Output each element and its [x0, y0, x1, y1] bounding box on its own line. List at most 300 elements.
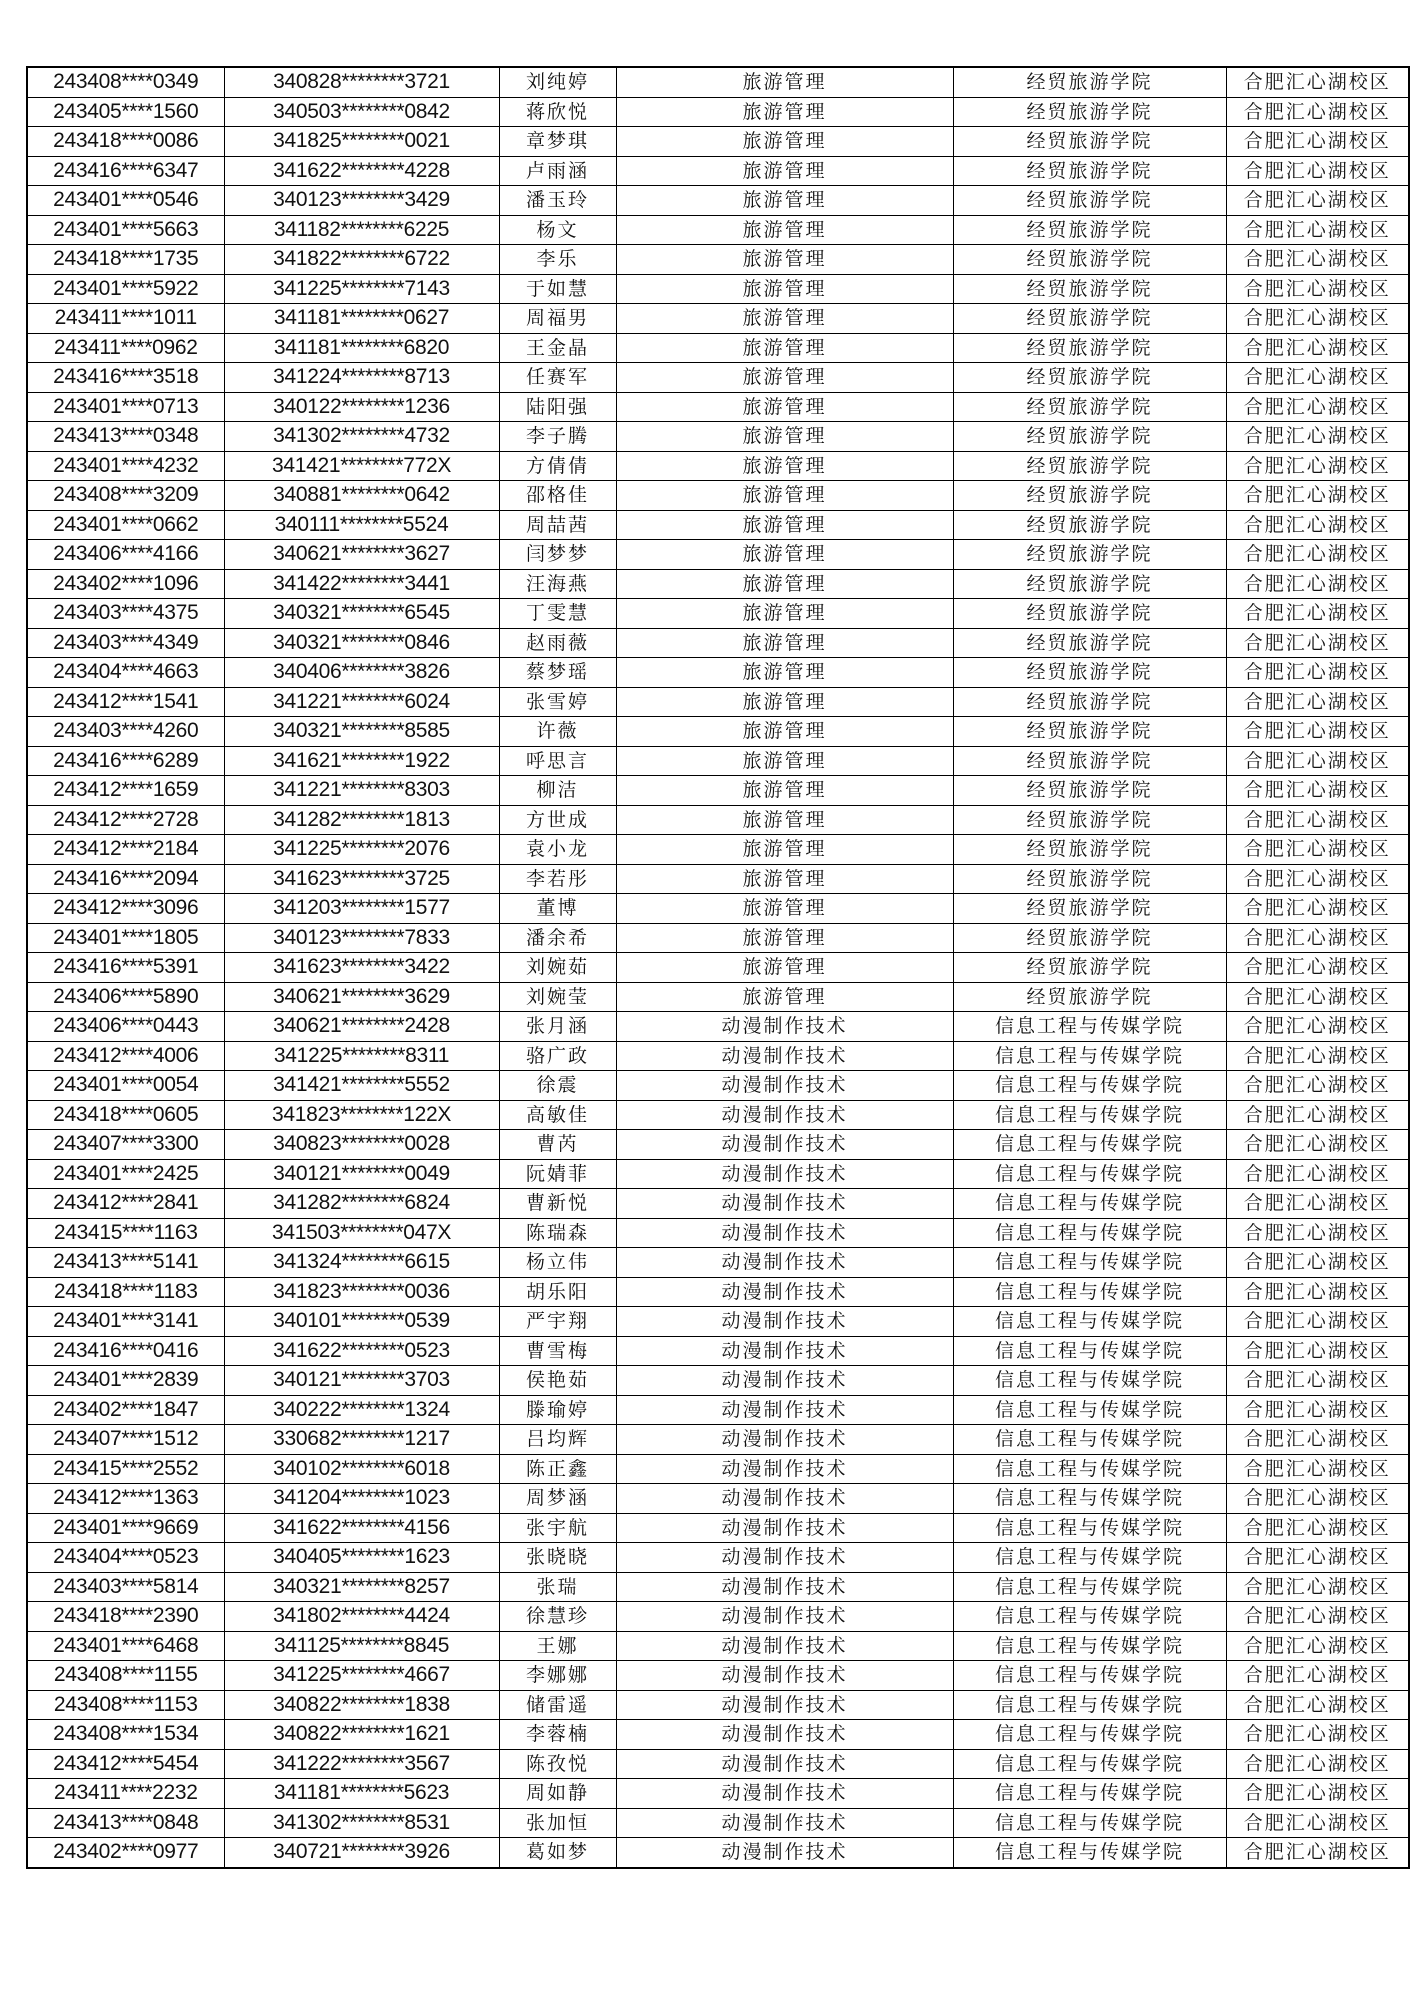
- table-row: [27, 156, 1409, 186]
- name-cell: 杨立伟: [499, 1248, 616, 1278]
- major-cell: 动漫制作技术: [616, 1189, 953, 1219]
- id-number-cell: 341182********6225: [224, 215, 499, 245]
- exam-number-cell: 243411****1011: [27, 304, 224, 334]
- exam-number-cell: 243418****1735: [27, 245, 224, 275]
- college-cell: 信息工程与传媒学院: [953, 1395, 1226, 1425]
- id-number-cell: 341622********4156: [224, 1513, 499, 1543]
- campus-cell: 合肥汇心湖校区: [1226, 1749, 1409, 1779]
- college-cell: 信息工程与传媒学院: [953, 1130, 1226, 1160]
- table-row: [27, 776, 1409, 806]
- college-cell: 信息工程与传媒学院: [953, 1572, 1226, 1602]
- exam-number-cell: 243416****0416: [27, 1336, 224, 1366]
- id-number-cell: 340621********2428: [224, 1012, 499, 1042]
- major-cell: 旅游管理: [616, 127, 953, 157]
- college-cell: 信息工程与传媒学院: [953, 1808, 1226, 1838]
- exam-number-cell: 243402****1096: [27, 569, 224, 599]
- id-number-cell: 341421********772X: [224, 451, 499, 481]
- campus-cell: 合肥汇心湖校区: [1226, 923, 1409, 953]
- exam-number-cell: 243406****0443: [27, 1012, 224, 1042]
- college-cell: 经贸旅游学院: [953, 746, 1226, 776]
- college-cell: 经贸旅游学院: [953, 717, 1226, 747]
- campus-cell: 合肥汇心湖校区: [1226, 304, 1409, 334]
- table-row: [27, 1749, 1409, 1779]
- table-row: [27, 1336, 1409, 1366]
- college-cell: 信息工程与传媒学院: [953, 1307, 1226, 1337]
- college-cell: 经贸旅游学院: [953, 363, 1226, 393]
- name-cell: 丁雯慧: [499, 599, 616, 629]
- table-row: [27, 1838, 1409, 1868]
- name-cell: 张加恒: [499, 1808, 616, 1838]
- campus-cell: 合肥汇心湖校区: [1226, 1690, 1409, 1720]
- exam-number-cell: 243411****0962: [27, 333, 224, 363]
- campus-cell: 合肥汇心湖校区: [1226, 717, 1409, 747]
- name-cell: 侯艳茹: [499, 1366, 616, 1396]
- major-cell: 动漫制作技术: [616, 1690, 953, 1720]
- id-number-cell: 340405********1623: [224, 1543, 499, 1573]
- exam-number-cell: 243412****2728: [27, 805, 224, 835]
- campus-cell: 合肥汇心湖校区: [1226, 127, 1409, 157]
- table-row: [27, 1277, 1409, 1307]
- id-number-cell: 340823********0028: [224, 1130, 499, 1160]
- table-row: [27, 805, 1409, 835]
- id-number-cell: 341623********3422: [224, 953, 499, 983]
- table-row: [27, 864, 1409, 894]
- table-row: [27, 1159, 1409, 1189]
- exam-number-cell: 243401****0054: [27, 1071, 224, 1101]
- campus-cell: 合肥汇心湖校区: [1226, 1808, 1409, 1838]
- major-cell: 旅游管理: [616, 363, 953, 393]
- table-row: [27, 1248, 1409, 1278]
- id-number-cell: 340881********0642: [224, 481, 499, 511]
- campus-cell: 合肥汇心湖校区: [1226, 1484, 1409, 1514]
- campus-cell: 合肥汇心湖校区: [1226, 1454, 1409, 1484]
- table-row: [27, 451, 1409, 481]
- exam-number-cell: 243418****1183: [27, 1277, 224, 1307]
- major-cell: 动漫制作技术: [616, 1277, 953, 1307]
- campus-cell: 合肥汇心湖校区: [1226, 392, 1409, 422]
- college-cell: 经贸旅游学院: [953, 599, 1226, 629]
- major-cell: 动漫制作技术: [616, 1720, 953, 1750]
- major-cell: 旅游管理: [616, 215, 953, 245]
- college-cell: 经贸旅游学院: [953, 776, 1226, 806]
- table-row: [27, 658, 1409, 688]
- campus-cell: 合肥汇心湖校区: [1226, 540, 1409, 570]
- campus-cell: 合肥汇心湖校区: [1226, 953, 1409, 983]
- major-cell: 旅游管理: [616, 156, 953, 186]
- name-cell: 王金晶: [499, 333, 616, 363]
- major-cell: 动漫制作技术: [616, 1395, 953, 1425]
- exam-number-cell: 243408****1153: [27, 1690, 224, 1720]
- table-row: [27, 923, 1409, 953]
- id-number-cell: 341221********8303: [224, 776, 499, 806]
- college-cell: 经贸旅游学院: [953, 953, 1226, 983]
- major-cell: 旅游管理: [616, 687, 953, 717]
- campus-cell: 合肥汇心湖校区: [1226, 97, 1409, 127]
- exam-number-cell: 243415****2552: [27, 1454, 224, 1484]
- campus-cell: 合肥汇心湖校区: [1226, 1572, 1409, 1602]
- exam-number-cell: 243401****4232: [27, 451, 224, 481]
- name-cell: 葛如梦: [499, 1838, 616, 1868]
- exam-number-cell: 243408****1155: [27, 1661, 224, 1691]
- table-row: [27, 97, 1409, 127]
- table-row: [27, 363, 1409, 393]
- id-number-cell: 341302********8531: [224, 1808, 499, 1838]
- table-row: [27, 1366, 1409, 1396]
- table-row: [27, 687, 1409, 717]
- campus-cell: 合肥汇心湖校区: [1226, 1425, 1409, 1455]
- major-cell: 动漫制作技术: [616, 1425, 953, 1455]
- exam-number-cell: 243406****5890: [27, 982, 224, 1012]
- exam-number-cell: 243402****0977: [27, 1838, 224, 1868]
- name-cell: 董博: [499, 894, 616, 924]
- table-row: [27, 540, 1409, 570]
- exam-number-cell: 243404****0523: [27, 1543, 224, 1573]
- table-row: [27, 1513, 1409, 1543]
- name-cell: 周喆茜: [499, 510, 616, 540]
- college-cell: 经贸旅游学院: [953, 569, 1226, 599]
- id-number-cell: 341282********1813: [224, 805, 499, 835]
- major-cell: 旅游管理: [616, 717, 953, 747]
- id-number-cell: 340101********0539: [224, 1307, 499, 1337]
- campus-cell: 合肥汇心湖校区: [1226, 835, 1409, 865]
- college-cell: 经贸旅游学院: [953, 835, 1226, 865]
- name-cell: 于如慧: [499, 274, 616, 304]
- exam-number-cell: 243401****2839: [27, 1366, 224, 1396]
- college-cell: 经贸旅游学院: [953, 894, 1226, 924]
- table-row: [27, 1395, 1409, 1425]
- college-cell: 信息工程与传媒学院: [953, 1838, 1226, 1868]
- campus-cell: 合肥汇心湖校区: [1226, 1395, 1409, 1425]
- id-number-cell: 341823********0036: [224, 1277, 499, 1307]
- campus-cell: 合肥汇心湖校区: [1226, 481, 1409, 511]
- name-cell: 蒋欣悦: [499, 97, 616, 127]
- campus-cell: 合肥汇心湖校区: [1226, 776, 1409, 806]
- campus-cell: 合肥汇心湖校区: [1226, 1277, 1409, 1307]
- major-cell: 动漫制作技术: [616, 1100, 953, 1130]
- name-cell: 张宇航: [499, 1513, 616, 1543]
- major-cell: 动漫制作技术: [616, 1513, 953, 1543]
- id-number-cell: 341204********1023: [224, 1484, 499, 1514]
- name-cell: 陈瑞森: [499, 1218, 616, 1248]
- college-cell: 信息工程与传媒学院: [953, 1071, 1226, 1101]
- college-cell: 信息工程与传媒学院: [953, 1779, 1226, 1809]
- table-row: [27, 1307, 1409, 1337]
- name-cell: 张瑞: [499, 1572, 616, 1602]
- name-cell: 邵格佳: [499, 481, 616, 511]
- exam-number-cell: 243411****2232: [27, 1779, 224, 1809]
- campus-cell: 合肥汇心湖校区: [1226, 894, 1409, 924]
- id-number-cell: 341622********0523: [224, 1336, 499, 1366]
- name-cell: 杨文: [499, 215, 616, 245]
- exam-number-cell: 243401****1805: [27, 923, 224, 953]
- major-cell: 旅游管理: [616, 894, 953, 924]
- id-number-cell: 341802********4424: [224, 1602, 499, 1632]
- college-cell: 经贸旅游学院: [953, 540, 1226, 570]
- campus-cell: 合肥汇心湖校区: [1226, 245, 1409, 275]
- id-number-cell: 341225********7143: [224, 274, 499, 304]
- name-cell: 闫梦梦: [499, 540, 616, 570]
- campus-cell: 合肥汇心湖校区: [1226, 451, 1409, 481]
- campus-cell: 合肥汇心湖校区: [1226, 805, 1409, 835]
- exam-number-cell: 243401****0546: [27, 186, 224, 216]
- campus-cell: 合肥汇心湖校区: [1226, 569, 1409, 599]
- major-cell: 动漫制作技术: [616, 1041, 953, 1071]
- exam-number-cell: 243416****6347: [27, 156, 224, 186]
- college-cell: 经贸旅游学院: [953, 156, 1226, 186]
- name-cell: 李蓉楠: [499, 1720, 616, 1750]
- college-cell: 经贸旅游学院: [953, 658, 1226, 688]
- exam-number-cell: 243412****4006: [27, 1041, 224, 1071]
- id-number-cell: 340222********1324: [224, 1395, 499, 1425]
- major-cell: 旅游管理: [616, 776, 953, 806]
- major-cell: 动漫制作技术: [616, 1454, 953, 1484]
- major-cell: 旅游管理: [616, 186, 953, 216]
- campus-cell: 合肥汇心湖校区: [1226, 333, 1409, 363]
- id-number-cell: 341282********6824: [224, 1189, 499, 1219]
- college-cell: 经贸旅游学院: [953, 687, 1226, 717]
- college-cell: 信息工程与传媒学院: [953, 1277, 1226, 1307]
- exam-number-cell: 243405****1560: [27, 97, 224, 127]
- college-cell: 经贸旅游学院: [953, 805, 1226, 835]
- id-number-cell: 341225********4667: [224, 1661, 499, 1691]
- id-number-cell: 340503********0842: [224, 97, 499, 127]
- exam-number-cell: 243401****6468: [27, 1631, 224, 1661]
- name-cell: 章梦琪: [499, 127, 616, 157]
- id-number-cell: 341125********8845: [224, 1631, 499, 1661]
- exam-number-cell: 243408****0349: [27, 67, 224, 97]
- campus-cell: 合肥汇心湖校区: [1226, 1543, 1409, 1573]
- exam-number-cell: 243401****3141: [27, 1307, 224, 1337]
- college-cell: 信息工程与传媒学院: [953, 1218, 1226, 1248]
- name-cell: 方世成: [499, 805, 616, 835]
- name-cell: 刘婉茹: [499, 953, 616, 983]
- major-cell: 旅游管理: [616, 599, 953, 629]
- exam-number-cell: 243413****5141: [27, 1248, 224, 1278]
- id-number-cell: 341181********0627: [224, 304, 499, 334]
- major-cell: 旅游管理: [616, 392, 953, 422]
- major-cell: 动漫制作技术: [616, 1749, 953, 1779]
- name-cell: 许薇: [499, 717, 616, 747]
- table-row: [27, 1543, 1409, 1573]
- name-cell: 徐震: [499, 1071, 616, 1101]
- major-cell: 动漫制作技术: [616, 1838, 953, 1868]
- table-row: [27, 569, 1409, 599]
- id-number-cell: 341421********5552: [224, 1071, 499, 1101]
- major-cell: 动漫制作技术: [616, 1012, 953, 1042]
- exam-number-cell: 243412****1363: [27, 1484, 224, 1514]
- campus-cell: 合肥汇心湖校区: [1226, 1720, 1409, 1750]
- table-row: [27, 1012, 1409, 1042]
- exam-number-cell: 243416****3518: [27, 363, 224, 393]
- table-row: [27, 1041, 1409, 1071]
- college-cell: 经贸旅游学院: [953, 982, 1226, 1012]
- id-number-cell: 340822********1838: [224, 1690, 499, 1720]
- major-cell: 旅游管理: [616, 451, 953, 481]
- major-cell: 旅游管理: [616, 569, 953, 599]
- exam-number-cell: 243418****0086: [27, 127, 224, 157]
- table-row: [27, 1218, 1409, 1248]
- table-row: [27, 1808, 1409, 1838]
- table-row: [27, 127, 1409, 157]
- table-row: [27, 1631, 1409, 1661]
- name-cell: 刘纯婷: [499, 67, 616, 97]
- exam-number-cell: 243416****2094: [27, 864, 224, 894]
- exam-number-cell: 243403****4375: [27, 599, 224, 629]
- table-row: [27, 1602, 1409, 1632]
- table-row: [27, 717, 1409, 747]
- college-cell: 经贸旅游学院: [953, 422, 1226, 452]
- major-cell: 旅游管理: [616, 864, 953, 894]
- name-cell: 李子腾: [499, 422, 616, 452]
- major-cell: 旅游管理: [616, 274, 953, 304]
- table-row: [27, 1661, 1409, 1691]
- college-cell: 信息工程与传媒学院: [953, 1041, 1226, 1071]
- id-number-cell: 340121********3703: [224, 1366, 499, 1396]
- id-number-cell: 341302********4732: [224, 422, 499, 452]
- exam-number-cell: 243407****3300: [27, 1130, 224, 1160]
- id-number-cell: 340122********1236: [224, 392, 499, 422]
- exam-number-cell: 243401****5663: [27, 215, 224, 245]
- table-row: [27, 510, 1409, 540]
- campus-cell: 合肥汇心湖校区: [1226, 1838, 1409, 1868]
- college-cell: 信息工程与传媒学院: [953, 1012, 1226, 1042]
- college-cell: 信息工程与传媒学院: [953, 1661, 1226, 1691]
- major-cell: 旅游管理: [616, 805, 953, 835]
- exam-number-cell: 243403****4349: [27, 628, 224, 658]
- name-cell: 赵雨薇: [499, 628, 616, 658]
- college-cell: 信息工程与传媒学院: [953, 1690, 1226, 1720]
- table-row: [27, 1425, 1409, 1455]
- exam-number-cell: 243418****0605: [27, 1100, 224, 1130]
- campus-cell: 合肥汇心湖校区: [1226, 510, 1409, 540]
- id-number-cell: 340111********5524: [224, 510, 499, 540]
- college-cell: 信息工程与传媒学院: [953, 1631, 1226, 1661]
- table-row: [27, 628, 1409, 658]
- major-cell: 旅游管理: [616, 333, 953, 363]
- table-row: [27, 1779, 1409, 1809]
- college-cell: 信息工程与传媒学院: [953, 1454, 1226, 1484]
- college-cell: 信息工程与传媒学院: [953, 1484, 1226, 1514]
- id-number-cell: 340102********6018: [224, 1454, 499, 1484]
- campus-cell: 合肥汇心湖校区: [1226, 1513, 1409, 1543]
- name-cell: 陈正鑫: [499, 1454, 616, 1484]
- college-cell: 信息工程与传媒学院: [953, 1336, 1226, 1366]
- exam-number-cell: 243416****5391: [27, 953, 224, 983]
- college-cell: 经贸旅游学院: [953, 97, 1226, 127]
- id-number-cell: 341181********6820: [224, 333, 499, 363]
- id-number-cell: 340406********3826: [224, 658, 499, 688]
- exam-number-cell: 243412****5454: [27, 1749, 224, 1779]
- college-cell: 经贸旅游学院: [953, 127, 1226, 157]
- campus-cell: 合肥汇心湖校区: [1226, 864, 1409, 894]
- id-number-cell: 340321********6545: [224, 599, 499, 629]
- college-cell: 经贸旅游学院: [953, 274, 1226, 304]
- major-cell: 动漫制作技术: [616, 1572, 953, 1602]
- student-table-body: [27, 67, 1409, 1868]
- major-cell: 动漫制作技术: [616, 1307, 953, 1337]
- name-cell: 周梦涵: [499, 1484, 616, 1514]
- campus-cell: 合肥汇心湖校区: [1226, 1041, 1409, 1071]
- campus-cell: 合肥汇心湖校区: [1226, 1366, 1409, 1396]
- id-number-cell: 341621********1922: [224, 746, 499, 776]
- campus-cell: 合肥汇心湖校区: [1226, 746, 1409, 776]
- id-number-cell: 341181********5623: [224, 1779, 499, 1809]
- name-cell: 汪海燕: [499, 569, 616, 599]
- name-cell: 阮婧菲: [499, 1159, 616, 1189]
- table-row: [27, 1454, 1409, 1484]
- table-row: [27, 422, 1409, 452]
- college-cell: 经贸旅游学院: [953, 510, 1226, 540]
- id-number-cell: 340822********1621: [224, 1720, 499, 1750]
- college-cell: 信息工程与传媒学院: [953, 1749, 1226, 1779]
- exam-number-cell: 243412****1541: [27, 687, 224, 717]
- college-cell: 经贸旅游学院: [953, 186, 1226, 216]
- campus-cell: 合肥汇心湖校区: [1226, 658, 1409, 688]
- exam-number-cell: 243406****4166: [27, 540, 224, 570]
- id-number-cell: 340621********3627: [224, 540, 499, 570]
- exam-number-cell: 243401****0713: [27, 392, 224, 422]
- college-cell: 信息工程与传媒学院: [953, 1602, 1226, 1632]
- campus-cell: 合肥汇心湖校区: [1226, 1012, 1409, 1042]
- major-cell: 旅游管理: [616, 982, 953, 1012]
- campus-cell: 合肥汇心湖校区: [1226, 1100, 1409, 1130]
- table-row: [27, 982, 1409, 1012]
- table-row: [27, 245, 1409, 275]
- table-row: [27, 274, 1409, 304]
- major-cell: 旅游管理: [616, 304, 953, 334]
- college-cell: 信息工程与传媒学院: [953, 1543, 1226, 1573]
- campus-cell: 合肥汇心湖校区: [1226, 1336, 1409, 1366]
- exam-number-cell: 243403****4260: [27, 717, 224, 747]
- name-cell: 周福男: [499, 304, 616, 334]
- name-cell: 蔡梦瑶: [499, 658, 616, 688]
- campus-cell: 合肥汇心湖校区: [1226, 274, 1409, 304]
- major-cell: 旅游管理: [616, 481, 953, 511]
- id-number-cell: 341422********3441: [224, 569, 499, 599]
- table-row: [27, 1484, 1409, 1514]
- exam-number-cell: 243412****1659: [27, 776, 224, 806]
- table-row: [27, 1071, 1409, 1101]
- campus-cell: 合肥汇心湖校区: [1226, 1661, 1409, 1691]
- exam-number-cell: 243404****4663: [27, 658, 224, 688]
- campus-cell: 合肥汇心湖校区: [1226, 215, 1409, 245]
- campus-cell: 合肥汇心湖校区: [1226, 1159, 1409, 1189]
- major-cell: 动漫制作技术: [616, 1602, 953, 1632]
- college-cell: 经贸旅游学院: [953, 215, 1226, 245]
- college-cell: 信息工程与传媒学院: [953, 1720, 1226, 1750]
- major-cell: 旅游管理: [616, 835, 953, 865]
- major-cell: 旅游管理: [616, 97, 953, 127]
- table-row: [27, 1572, 1409, 1602]
- major-cell: 动漫制作技术: [616, 1336, 953, 1366]
- name-cell: 吕均辉: [499, 1425, 616, 1455]
- major-cell: 动漫制作技术: [616, 1808, 953, 1838]
- major-cell: 旅游管理: [616, 422, 953, 452]
- table-row: [27, 953, 1409, 983]
- name-cell: 滕瑜婷: [499, 1395, 616, 1425]
- id-number-cell: 341225********2076: [224, 835, 499, 865]
- id-number-cell: 341224********8713: [224, 363, 499, 393]
- college-cell: 信息工程与传媒学院: [953, 1248, 1226, 1278]
- exam-number-cell: 243407****1512: [27, 1425, 224, 1455]
- name-cell: 高敏佳: [499, 1100, 616, 1130]
- major-cell: 动漫制作技术: [616, 1779, 953, 1809]
- exam-number-cell: 243413****0848: [27, 1808, 224, 1838]
- name-cell: 曹芮: [499, 1130, 616, 1160]
- campus-cell: 合肥汇心湖校区: [1226, 1779, 1409, 1809]
- name-cell: 张月涵: [499, 1012, 616, 1042]
- name-cell: 陈孜悦: [499, 1749, 616, 1779]
